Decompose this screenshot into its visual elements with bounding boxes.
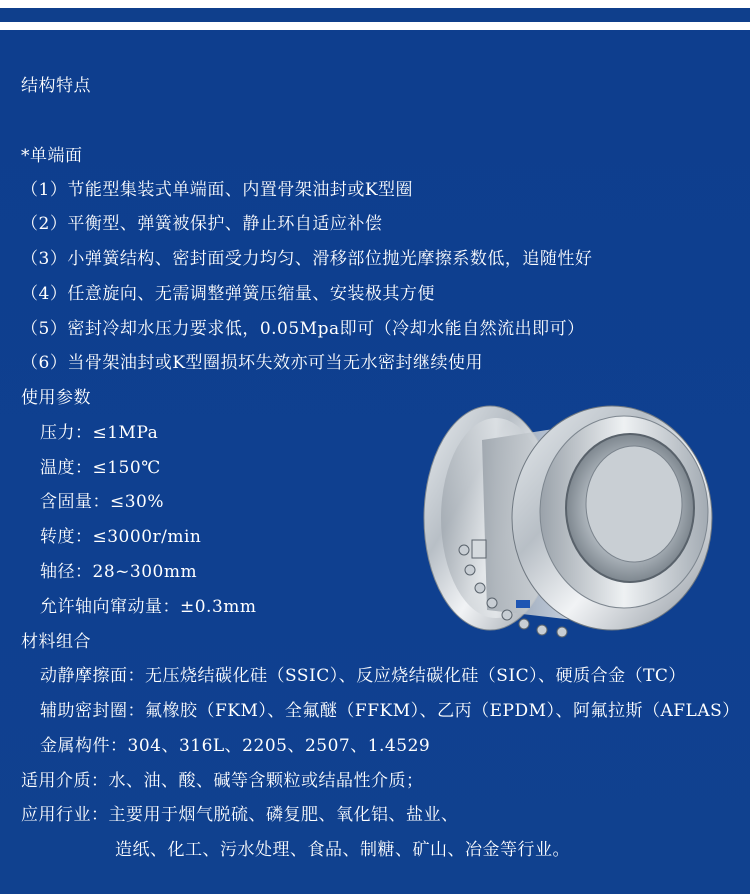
feature-item: （6）当骨架油封或K型圈损坏失效亦可当无水密封继续使用 — [21, 353, 484, 373]
industry-text: 应用行业：主要用于烟气脱硫、磷复肥、氧化铝、盐业、 — [21, 805, 459, 825]
feature-item: （1）节能型集装式单端面、内置骨架油封或K型圈 — [21, 180, 414, 200]
top-banner — [0, 0, 750, 30]
param-item: 温度：≤150℃ — [40, 458, 161, 478]
param-item: 允许轴向窜动量：±0.3mm — [40, 597, 257, 617]
feature-item: （2）平衡型、弹簧被保护、静止环自适应补偿 — [21, 214, 383, 234]
feature-item: （3）小弹簧结构、密封面受力均匀、滑移部位抛光摩擦系数低，追随性好 — [21, 249, 593, 269]
materials-heading: 材料组合 — [21, 632, 91, 652]
media-text: 适用介质：水、油、酸、碱等含颗粒或结晶性介质； — [21, 771, 424, 791]
param-item: 含固量：≤30% — [40, 492, 165, 512]
param-item: 压力：≤1MPa — [40, 423, 159, 443]
feature-item: （4）任意旋向、无需调整弹簧压缩量、安装极其方便 — [21, 284, 435, 304]
industry-text-continued: 造纸、化工、污水处理、食品、制糖、矿山、冶金等行业。 — [115, 840, 570, 860]
param-item: 转度：≤3000r/min — [40, 527, 202, 547]
feature-item: （5）密封冷却水压力要求低，0.05Mpa即可（冷却水能自然流出即可） — [21, 319, 585, 339]
top-blue-stripe — [0, 8, 750, 22]
section-title: 结构特点 — [21, 76, 91, 96]
single-face-heading: *单端面 — [21, 146, 83, 166]
material-item: 辅助密封圈：氟橡胶（FKM）、全氟醚（FFKM）、乙丙（EPDM）、阿氟拉斯（AFLAS） — [40, 701, 740, 721]
mechanical-seal-image — [412, 400, 750, 650]
param-item: 轴径：28~300mm — [40, 562, 198, 582]
material-item: 金属构件：304、316L、2205、2507、1.4529 — [40, 736, 431, 756]
material-item: 动静摩擦面：无压烧结碳化硅（SSIC）、反应烧结碳化硅（SIC）、硬质合金（TC） — [40, 666, 686, 686]
params-heading: 使用参数 — [21, 388, 91, 408]
